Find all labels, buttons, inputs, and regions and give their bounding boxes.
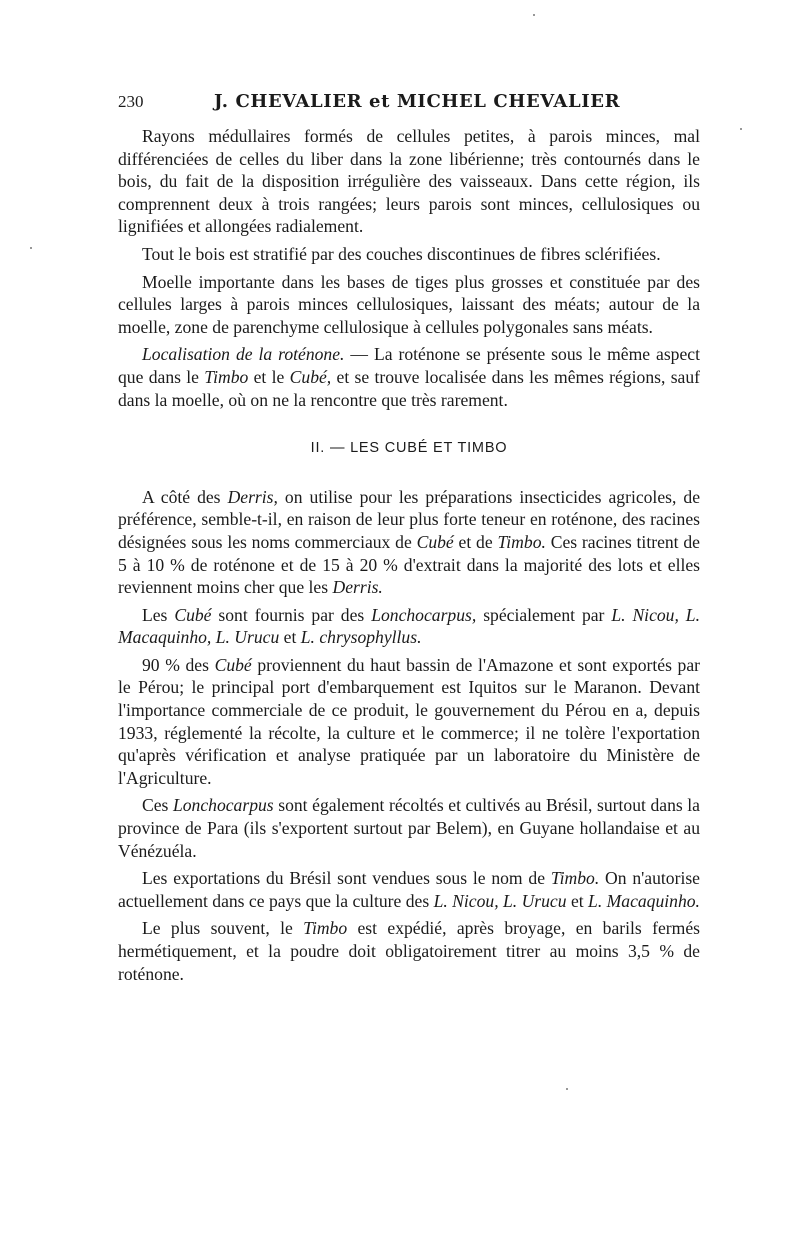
italic-term: Lonchocarpus, xyxy=(371,604,477,625)
italic-term: L. Nicou, L. Urucu xyxy=(433,890,567,911)
text-run: spécialement par xyxy=(476,604,612,625)
text-run: Ces xyxy=(142,795,173,816)
text-run: sont fournis par des xyxy=(211,604,372,625)
page-number: 230 xyxy=(118,92,144,111)
text-run: A côté des xyxy=(142,486,228,507)
scan-speck xyxy=(30,247,32,249)
text-run: La roténone se présente sous le même aspect que dans le xyxy=(118,344,700,387)
paragraph-timbo-barils xyxy=(118,917,700,985)
paragraph-exportations xyxy=(118,867,700,912)
italic-term: Timbo. xyxy=(497,531,546,552)
text-run: 90 % des xyxy=(142,654,215,675)
scan-speck xyxy=(566,1088,568,1090)
text-run: et se trouve localisée dans les mêmes régions, sauf dans la moelle, où on ne la rencontre que très rarement. xyxy=(118,366,701,410)
paragraph-derris xyxy=(118,486,700,599)
italic-term: Derris, xyxy=(227,486,278,507)
paragraph-cube-sources xyxy=(118,604,700,649)
scan-speck xyxy=(740,128,742,130)
paragraph-peru xyxy=(118,654,700,790)
text-run: On n'autorise actuellement dans ce pays que la culture des xyxy=(118,868,700,911)
italic-term: Cubé, xyxy=(289,366,332,387)
text-run: on utilise pour les préparations insecticides agricoles, de préférence, semble-t-il, en raison de leur plus forte teneur en roténone, des racines désignées sous les noms commerciaux de xyxy=(118,486,701,552)
italic-term: Derris. xyxy=(332,577,383,598)
italic-term: Timbo. xyxy=(550,868,600,889)
italic-term: Cubé xyxy=(416,531,454,552)
text-run: et le xyxy=(248,366,290,387)
running-head: J. CHEVALIER et MICHEL CHEVALIER xyxy=(214,91,621,112)
text-run: Les xyxy=(142,604,175,625)
text-run: proviennent du haut bassin de l'Amazone et sont exportés par le Pérou; le principal port d'embarquement est Iquitos sur le Maranon. Devant l'importance commerciale de ce produit, le gouvernement du Pérou en a, depuis 1933, réglementé la récolte, la culture et le commerce; il ne tolère l'exportation qu'après vérification et analyse pratiquée par un laboratoire du Ministère de l'Agriculture. xyxy=(118,654,700,788)
em-dash: — xyxy=(344,344,374,365)
text-run: et de xyxy=(453,531,498,552)
italic-term: Lonchocarpus xyxy=(172,795,274,816)
text-run: Les exportations du Brésil sont vendues sous le nom de xyxy=(142,868,551,889)
paragraph-rayons: Rayons médullaires formés de cellules petites, à parois minces, mal différenciées de celles du liber dans la zone libérienne; très contournés dans le bois, du fait de la disposition irrégulière des vaisseaux. Dans cette région, ils comprennent deux à trois rangées; leurs parois sont minces, cellulosiques ou lignifiées et allongées radialement. xyxy=(118,126,700,237)
italic-term: L. Macaquinho. xyxy=(588,890,700,911)
text-run: et xyxy=(566,890,589,911)
italic-term: Cubé xyxy=(214,654,252,675)
italic-term: L. chrysophyllus. xyxy=(300,627,422,648)
section-heading: II. — LES CUBÉ ET TIMBO xyxy=(310,440,508,457)
paragraph-bois: Tout le bois est stratifié par des couches discontinues de fibres sclérifiées. xyxy=(142,243,661,264)
italic-term: L. Nicou, L. Macaquinho, L. Urucu xyxy=(118,604,700,648)
page-header xyxy=(118,92,698,116)
paragraph-moelle: Moelle importante dans les bases de tiges plus grosses et constituée par des cellules larges à parois minces cellulosiques, laissant des méats; autour de la moelle, zone de parenchyme cellulosique à cellules polygonales sans méats. xyxy=(118,271,700,337)
paragraph-bresil xyxy=(118,794,700,862)
italic-term: Timbo xyxy=(204,366,249,387)
localisation-label: Localisation de la roténone. xyxy=(142,344,345,365)
scan-speck xyxy=(533,14,535,16)
text-run: sont également récoltés et cultivés au Brésil, surtout dans la province de Para (ils s'exportent surtout par Belem), en Guyane hollandaise et au Vénézuéla. xyxy=(118,795,700,861)
italic-term: Timbo xyxy=(303,918,348,939)
text-run: et xyxy=(279,627,301,648)
italic-term: Cubé xyxy=(174,604,212,625)
text-run: est expédié, après broyage, en barils fermés hermétiquement, et la poudre doit obligatoirement titrer au moins 3,5 % de roténone. xyxy=(118,918,700,984)
paragraph-localisation xyxy=(118,343,700,411)
text-run: Ces racines titrent de 5 à 10 % de roténone et de 15 à 20 % d'extrait dans la majorité des lots et elles reviennent moins cher que les xyxy=(118,531,700,598)
page-body xyxy=(118,125,700,985)
text-run: Le plus souvent, le xyxy=(142,918,304,939)
